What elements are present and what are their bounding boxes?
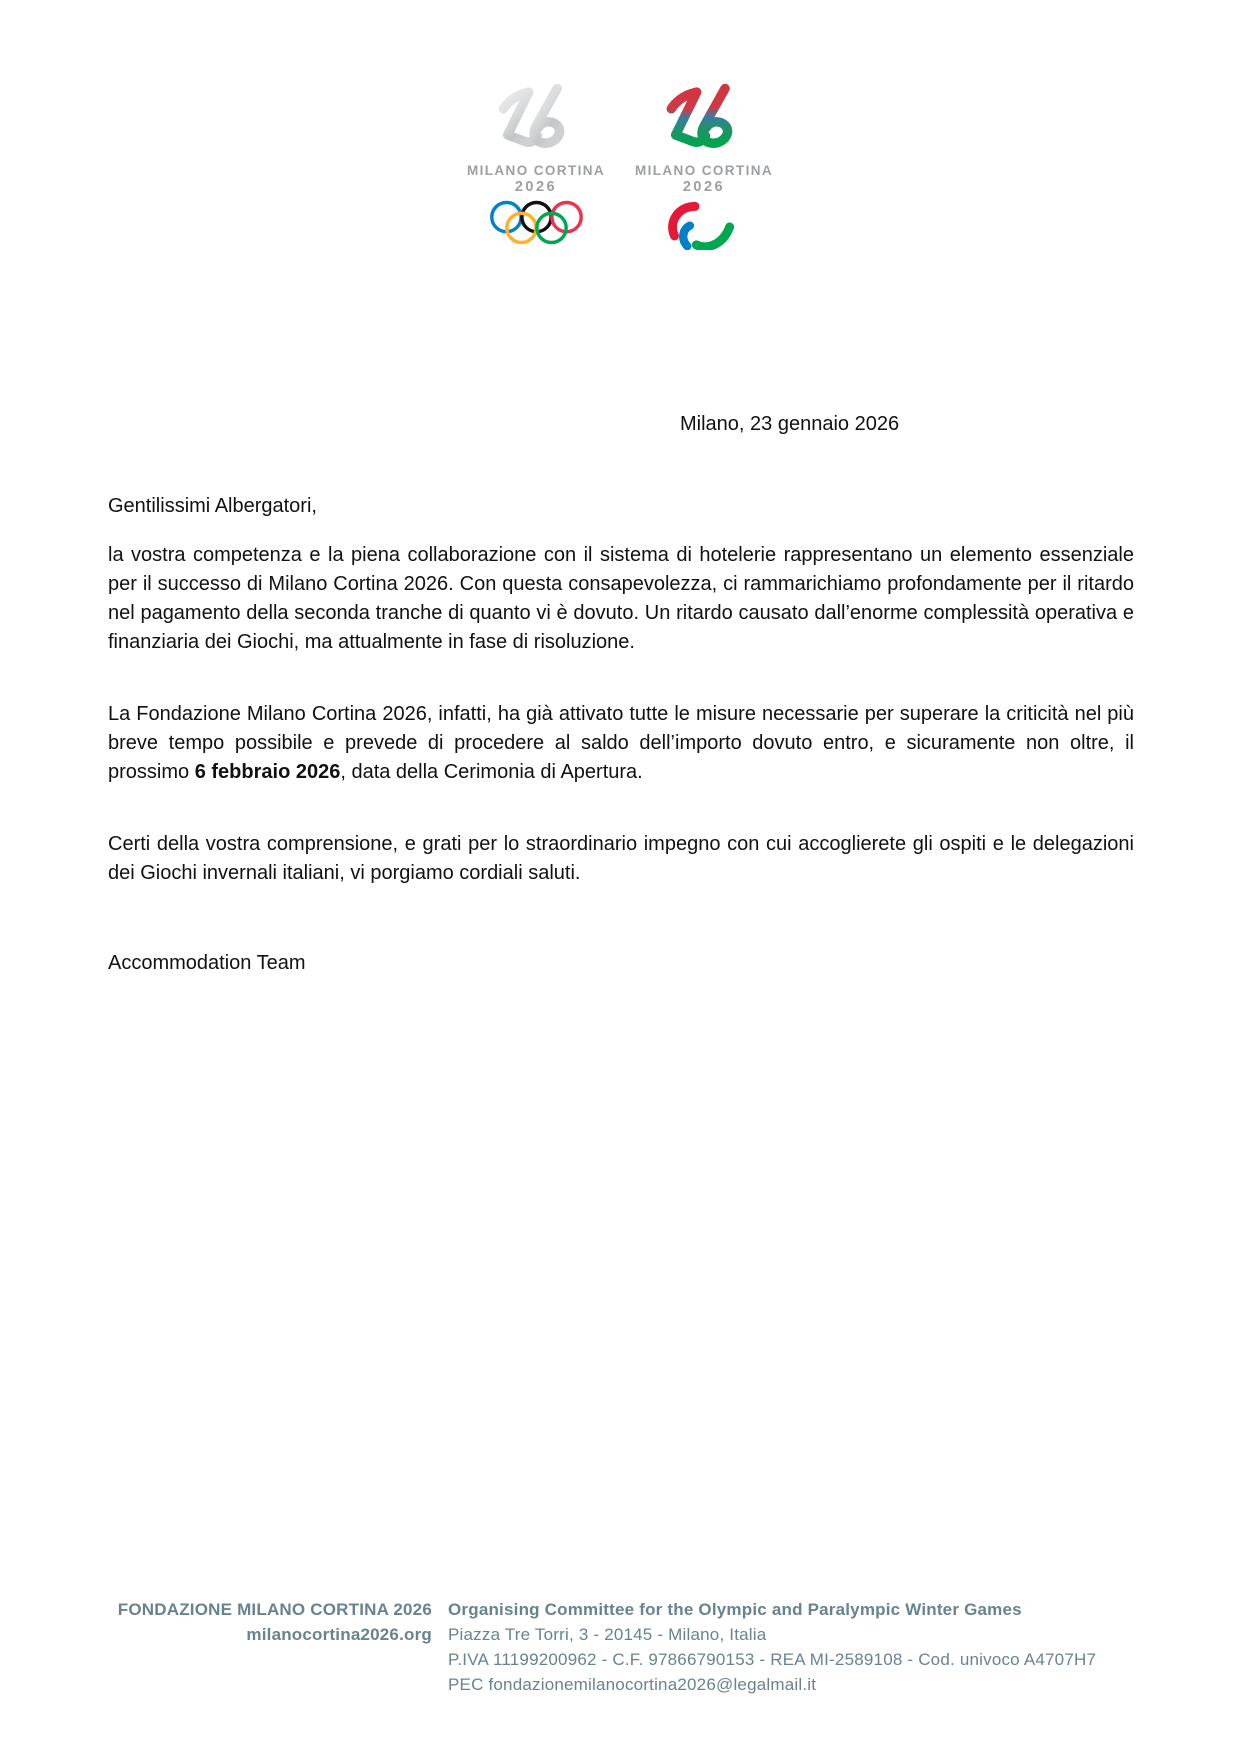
paragraph-2	[108, 700, 1134, 787]
milano-cortina-olympic-logo	[461, 84, 611, 246]
paralympic-wordmark: MILANO CORTINA	[634, 163, 774, 178]
footer-org-name: FONDAZIONE MILANO CORTINA 2026	[117, 1600, 432, 1619]
paralympic-26-mark-icon	[664, 84, 744, 154]
signature: Accommodation Team	[108, 952, 306, 974]
paralympic-year: 2026	[682, 179, 726, 195]
logos-row	[0, 84, 1240, 250]
olympic-year: 2026	[514, 179, 558, 195]
paragraph-2-bold-date: 6 febbraio 2026	[194, 761, 341, 783]
date-line: Milano, 23 gennaio 2026	[680, 413, 900, 435]
footer-left-column	[60, 1597, 432, 1647]
paragraph-2-text: La Fondazione Milano Cortina 2026, infatti, ha già attivato tutte le misure necessarie per superare la criticità nel più breve tempo possibile e prevede di procedere al saldo dell’importo dovuto entro, e sicuramente non oltre, il prossimo	[108, 703, 1134, 783]
footer-pec-line: PEC fondazionemilanocortina2026@legalmail.it	[448, 1675, 817, 1694]
paragraph-3: Certi della vostra comprensione, e grati per lo straordinario impegno con cui accoglierete gli ospiti e le delegazioni dei Giochi invernali italiani, vi porgiamo cordiali saluti.	[108, 833, 1134, 884]
olympic-wordmark: MILANO CORTINA	[466, 163, 606, 178]
footer-address-line: Piazza Tre Torri, 3 - 20145 - Milano, Italia	[448, 1625, 767, 1644]
footer-fiscal-line: P.IVA 11199200962 - C.F. 97866790153 - REA MI-2589108 - Cod. univoco A4707H7	[448, 1650, 1097, 1669]
paragraph-1: la vostra competenza e la piena collaborazione con il sistema di hotelerie rappresentano un elemento essenziale per il successo di Milano Cortina 2026. Con questa consapevolezza, ci rammarichiamo profondamente per il ritardo nel pagamento della seconda tranche di quanto vi è dovuto. Un ritardo causato dall’enorme complessità operativa e finanziaria dei Giochi, ma attualmente in fase di risoluzione.	[108, 544, 1134, 653]
footer-right-column	[448, 1597, 1148, 1697]
footer-website: milanocortina2026.org	[246, 1625, 432, 1644]
paralympic-agitos-icon	[665, 200, 743, 250]
paragraph-2-text-end: , data della Cerimonia di Apertura.	[340, 761, 643, 783]
milano-cortina-paralympic-logo	[629, 84, 779, 250]
olympic-rings-icon	[488, 199, 585, 246]
olympic-26-mark-icon	[496, 84, 576, 154]
salutation: Gentilissimi Albergatori,	[108, 495, 317, 517]
footer-committee-line: Organising Committee for the Olympic and Paralympic Winter Games	[448, 1600, 1022, 1619]
